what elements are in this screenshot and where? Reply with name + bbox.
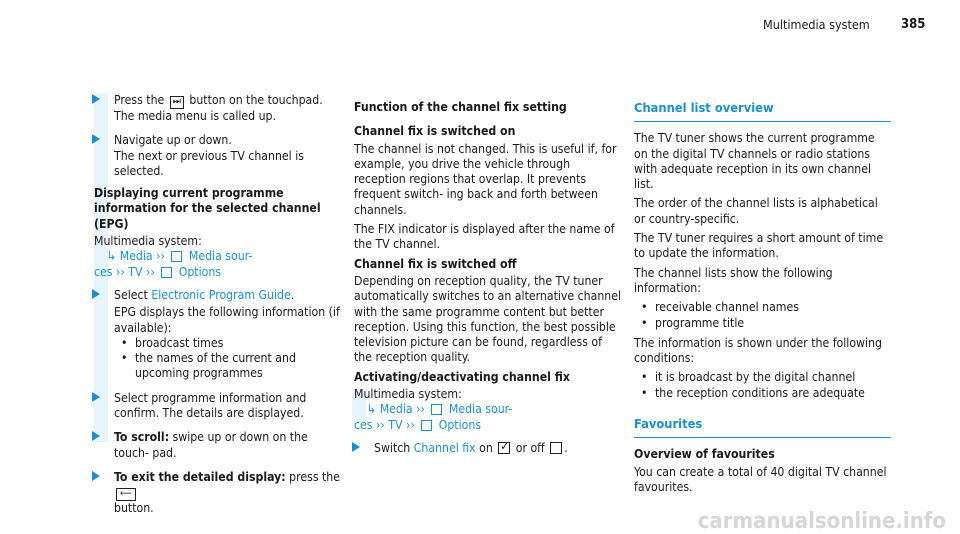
fix-on-heading: Channel fix is switched on — [354, 124, 516, 139]
system-label: Multimedia system: — [94, 234, 202, 249]
nav-path: ↳ Media ›› Media sour- — [367, 402, 513, 417]
running-header — [763, 17, 870, 32]
favourites-overview-heading: Overview of favourites — [634, 447, 775, 462]
media-source-icon — [171, 251, 182, 262]
nav-chevron-icon: ›› — [416, 402, 429, 417]
nav-return-icon: ↳ — [367, 402, 377, 417]
step-exit: To exit the detailed display: press the ⟵ button. — [92, 470, 342, 517]
step-arrow-icon — [92, 431, 100, 441]
fix-off-heading: Channel fix is switched off — [354, 256, 517, 271]
nav-path-cont: ces ›› TV ›› Options — [354, 417, 481, 432]
channel-list-title: Channel list overview — [634, 101, 891, 122]
step-scroll: To scroll: swipe up or down on the touch- pad. — [92, 430, 342, 461]
system-label: Multimedia system: — [354, 387, 462, 402]
section-title: Multimedia system — [763, 17, 870, 32]
nav-chevron-icon: ›› — [156, 249, 169, 264]
column-2: Function of the channel fix setting Channel fix is switched on The channel is not changed. This is useful if, for example, you drive the vehicle through reception regions that overlap. It prevents frequent switch- ing back and forth between channels. The FIX indicator is displayed after the name of the TV channel. Channel fix is switched off Depending on reception quality, the TV tuner automatically switches to an alternative channel with the same programme content but better reception. Using this function, the best possible television picture can be found, regardless of the reception quality. Activating/deactivating channel fix Multimedia system: ↳ Media ›› Media sour- ces ›› TV ›› Options Switch Channel fix on ✓ or off . — [354, 100, 622, 465]
channel-info-list — [634, 300, 891, 331]
page-number: 385 — [901, 17, 926, 32]
nav-path-cont: ces ›› TV ›› Options — [94, 264, 221, 279]
channel-fix-link[interactable]: Channel fix — [413, 440, 476, 455]
step-arrow-icon — [92, 471, 100, 481]
step-navigate: Navigate up or down. The next or previous TV channel is selected. — [92, 133, 342, 179]
epg-heading: Displaying current programme information for the selected channel (EPG) — [94, 186, 321, 231]
channel-fix-heading: Function of the channel fix setting — [354, 100, 567, 114]
step-arrow-icon — [352, 442, 360, 452]
activate-heading: Activating/deactivating channel fix — [354, 369, 570, 384]
media-source-icon — [431, 404, 442, 415]
step-arrow-icon — [92, 392, 100, 402]
conditions-list — [634, 370, 891, 401]
epg-link[interactable]: Electronic Program Guide — [151, 287, 291, 302]
list-item: • it is broadcast by the digital channel — [634, 370, 891, 385]
list-item: • receivable channel names — [634, 300, 891, 315]
nav-chevron-icon: ›› — [115, 264, 129, 279]
step-select-info: Select programme information and confirm. The details are displayed. — [92, 391, 342, 422]
favourites-title: Favourites — [634, 417, 891, 438]
skip-forward-icon: ⏭ — [170, 96, 184, 109]
checkbox-checked-icon — [498, 442, 510, 454]
nav-chevron-icon: ›› — [375, 417, 389, 432]
checkbox-empty-icon — [550, 442, 562, 454]
nav-return-icon: ↳ — [107, 249, 117, 264]
step-press-skip: Press the ⏭ button on the touchpad. The media menu is called up. — [92, 93, 342, 124]
column-1 — [94, 93, 342, 526]
list-item: • the names of the current and upcoming programmes — [114, 351, 342, 382]
nav-path: ↳ Media ›› Media sour- — [107, 249, 253, 264]
list-item: • the reception conditions are adequate — [634, 386, 891, 401]
step-arrow-icon — [92, 289, 100, 299]
nav-chevron-icon: ›› — [145, 264, 159, 279]
step-switch-fix: Switch Channel fix on ✓ or off . — [352, 441, 622, 456]
back-icon: ⟵ — [116, 488, 136, 501]
step-arrow-icon — [92, 94, 100, 104]
watermark: carmanualsonline.info — [697, 508, 946, 534]
list-item: • broadcast times — [114, 336, 342, 351]
step-arrow-icon — [92, 134, 100, 144]
gear-icon — [161, 267, 172, 278]
step-select-epg: Select Electronic Program Guide. EPG displays the following information (if available): • broadcast times • the names of the current and upcoming programmes — [92, 288, 342, 382]
gear-icon — [421, 420, 432, 431]
epg-info-list — [92, 336, 342, 382]
nav-chevron-icon: ›› — [405, 417, 419, 432]
list-item: • programme title — [634, 316, 891, 331]
column-3: Channel list overview The TV tuner shows the current programme on the digital TV channels or radio stations with adequate reception in its own channel list. The order of the channel lists is alphabetical or country-specific. The TV tuner requires a short amount of time to update the information. The channel lists show the following information: • receivable channel names • programme title The information is shown under the following conditions: • it is broadcast by the digital channel • the reception conditions are adequate Favourites Overview of favourites You can create a total of 40 digital TV channel favourites. — [634, 101, 891, 499]
